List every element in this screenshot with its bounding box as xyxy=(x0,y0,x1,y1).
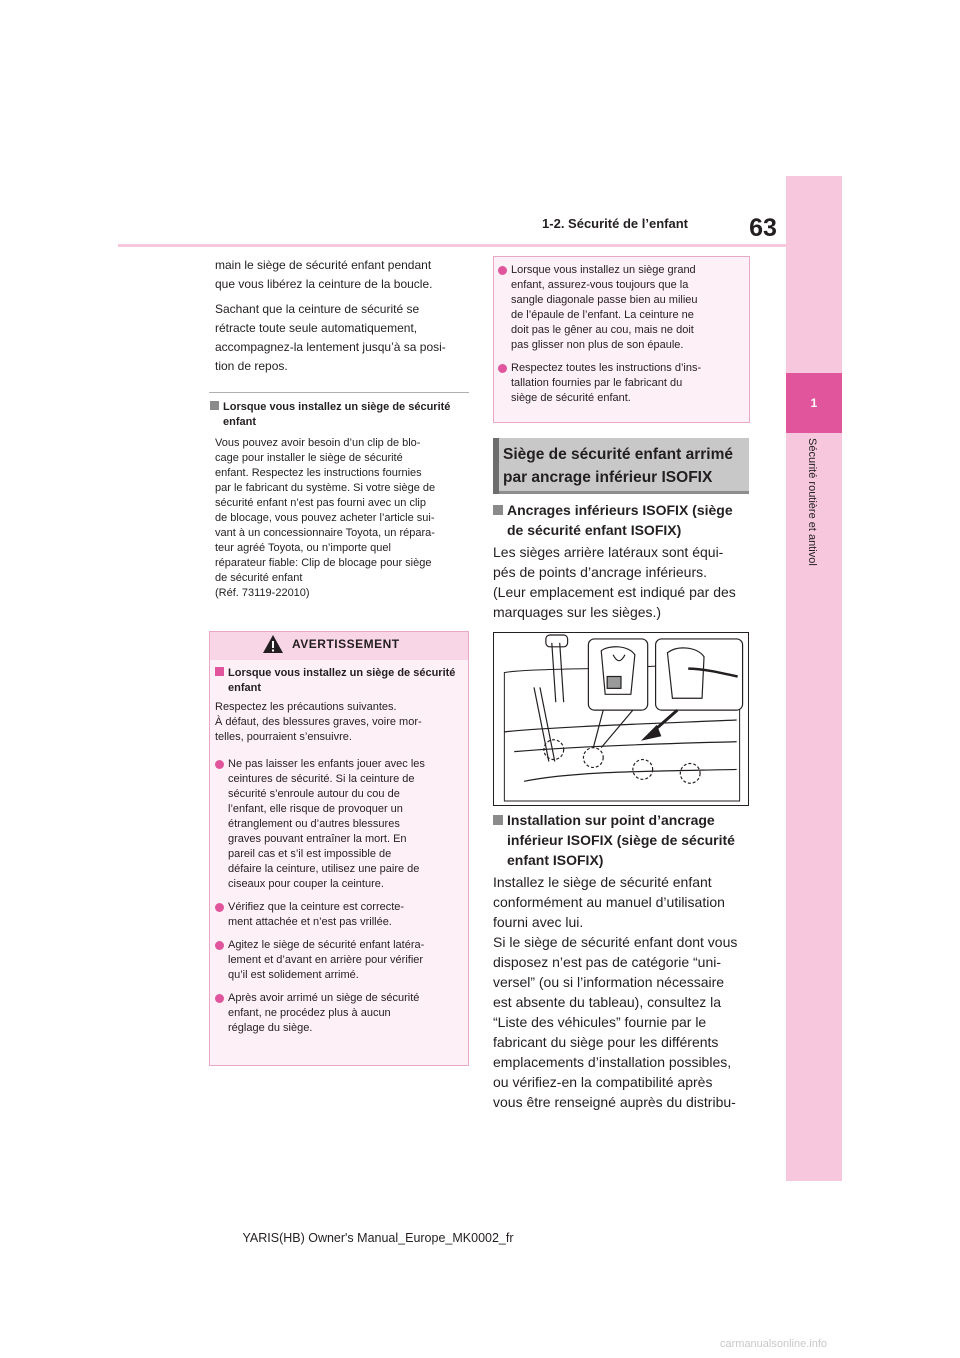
square-bullet-icon xyxy=(210,401,219,410)
header-rule xyxy=(118,244,786,247)
list-item-text: Ne pas laisser les enfants jouer avec les ceintures de sécurité. Si la ceinture de sécurité s’enroule autour du cou de l’enfant, elle risque de provoquer un étranglement ou d’autres blessures graves pouvant entraîner la mort. En pareil cas et s’il est impossible de défaire la ceinture, utilisez une paire de ciseaux pour couper la ceinture. xyxy=(228,758,425,890)
sub-heading xyxy=(210,400,470,430)
isofix-installation-heading xyxy=(493,810,749,870)
list-item-text: Vérifiez que la ceinture est correcte- ment attachée et n’est pas vrillée. xyxy=(228,901,405,928)
bullet-dot-icon xyxy=(498,266,507,275)
warning-intro: Respectez les précautions suivantes. À défaut, des blessures graves, voire mor- telles, pourraient s’ensuivre. xyxy=(215,701,422,743)
text-line: accompagnez-la lentement jusqu’à sa posi- xyxy=(215,340,446,354)
text-line: main le siège de sécurité enfant pendant xyxy=(215,258,432,272)
square-bullet-icon xyxy=(215,667,224,676)
warning-bullet-list xyxy=(215,757,465,1044)
list-item xyxy=(215,757,465,892)
chapter-label xyxy=(786,438,842,738)
list-item xyxy=(498,361,743,406)
text-line: rétracte toute seule automatiquement, xyxy=(215,321,418,335)
left-paragraph-1 xyxy=(215,256,470,376)
list-item-text: Respectez toutes les instructions d’ins- tallation fournies par le fabricant du siège de sécurité enfant. xyxy=(511,362,702,404)
isofix-anchors-heading-text: Ancrages inférieurs ISOFIX (siège de sécurité enfant ISOFIX) xyxy=(507,502,733,538)
isofix-anchors-paragraph: Les sièges arrière latéraux sont équi- pés de points d’ancrage inférieurs. (Leur emplacement est indiqué par des marquages sur les sièges.) xyxy=(493,544,736,620)
bullet-dot-icon xyxy=(215,994,224,1003)
isofix-seat-illustration xyxy=(493,632,749,806)
section-heading: Siège de sécurité enfant arrimé par ancrage inférieur ISOFIX xyxy=(503,446,734,486)
square-bullet-icon xyxy=(493,505,503,515)
footer-manual-id: YARIS(HB) Owner's Manual_Europe_MK0002_fr xyxy=(242,1231,514,1245)
isofix-installation-heading-text: Installation sur point d’ancrage inférieur ISOFIX (siège de sécurité enfant ISOFIX) xyxy=(507,812,735,868)
list-item xyxy=(498,263,743,353)
list-item xyxy=(215,900,465,930)
section-heading-accent xyxy=(493,438,499,494)
section-title: 1-2. Sécurité de l’enfant xyxy=(542,216,688,231)
warning-sub-heading xyxy=(215,666,465,696)
isofix-anchors-heading xyxy=(493,500,749,540)
warning-title: AVERTISSEMENT xyxy=(292,637,400,651)
list-item xyxy=(215,938,465,983)
text-line: tion de repos. xyxy=(215,359,288,373)
page-number: 63 xyxy=(749,214,777,242)
text-line: Sachant que la ceinture de sécurité se xyxy=(215,302,420,316)
text-line: que vous libérez la ceinture de la boucle. xyxy=(215,277,433,291)
list-item-text: Lorsque vous installez un siège grand enfant, assurez-vous toujours que la sangle diagonale passe bien au milieu de l’épaule de l’enfant. La ceinture ne doit pas le gêner au cou, mais ne doit pas glisser non plus de son épaule. xyxy=(511,264,698,351)
chapter-number-tab[interactable]: 1 xyxy=(786,373,842,433)
warning-sub-heading-text: Lorsque vous installez un siège de sécurité enfant xyxy=(228,667,456,694)
watermark: carmanualsonline.info xyxy=(720,1338,828,1350)
divider xyxy=(209,392,469,393)
bullet-dot-icon xyxy=(215,903,224,912)
caution-bullet-list xyxy=(498,263,743,414)
bullet-dot-icon xyxy=(498,364,507,373)
list-item-text: Après avoir arrimé un siège de sécurité enfant, ne procédez plus à aucun réglage du siège. xyxy=(228,992,420,1034)
list-item xyxy=(215,991,465,1036)
left-paragraph-2: Vous pouvez avoir besoin d’un clip de blo- cage pour installer le siège de sécurité enfant. Respectez les instructions fournies par le fabricant du système. Si votre siège de sécurité enfant n’est pas fourni avec un clip de blocage, vous pouvez acheter l’article sui- vant à un concessionnaire Toyota, un répara- teur agréé Toyota, ou n’importe quel réparateur fiable: Clip de blocage pour siège de sécurité enfant (Réf. 73119-22010) xyxy=(215,437,436,599)
chapter-label-text: Sécurité routière et antivol xyxy=(806,438,818,566)
isofix-installation-paragraph: Installez le siège de sécurité enfant conformément au manuel d’utilisation fourni avec lui. Si le siège de sécurité enfant dont vous disposez n’est pas de catégorie “uni- versel” (ou si l’information nécessaire est absente du tableau), consultez la “Liste des véhicules” fournie par le fabricant du siège pour les différents emplacements d’installation possibles, ou vérifiez-en la compatibilité après vous être renseigné auprès du distribu- xyxy=(493,874,738,1110)
warning-triangle-icon xyxy=(262,634,284,654)
square-bullet-icon xyxy=(493,815,503,825)
list-item-text: Agitez le siège de sécurité enfant latéra- lement et d’avant en arrière pour vérifier qu’il est solidement arrimé. xyxy=(228,939,425,981)
sub-heading-text: Lorsque vous installez un siège de sécurité enfant xyxy=(223,401,451,428)
bullet-dot-icon xyxy=(215,760,224,769)
bullet-dot-icon xyxy=(215,941,224,950)
